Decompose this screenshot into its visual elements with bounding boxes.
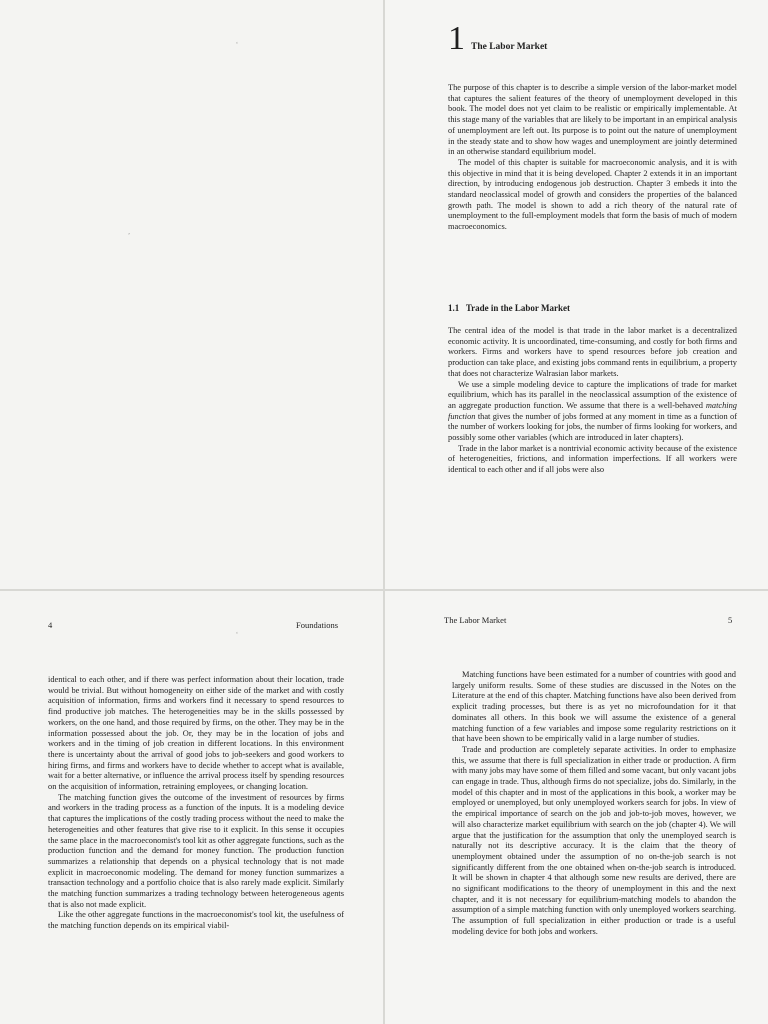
page-body bbox=[452, 670, 736, 938]
bottom-left-page bbox=[0, 590, 384, 1024]
body-paragraph: identical to each other, and if there was perfect information about their location, trade would be trivial. But without homogeneity on either side of the market and with costly acquisition of information, firms and workers find it necessary to spend resources to find productive job matches. The heterogeneities may be in the skills possessed by workers, on the one hand, and those required by firms, on the other. They may be in the information possessed about the job. Or, they may be in the location of jobs and workers and in the timing of job creation in different locations. In this environment there is uncertainty about the arrival of good jobs to job-seekers and good workers to hiring firms, and firms and workers have to decide whether to accept what is available, wait for a better alternative, or influence the arrival process itself by spending resources on the acquisition of information, retraining employees, or changing location. bbox=[48, 675, 344, 792]
vertical-divider bbox=[383, 0, 385, 1024]
paragraph-text: We use a simple modeling device to capture the implications of trade for market equilibrium, which has its parallel in the neoclassical assumption of the existence of an aggregate production function. We assume that there is a well-behaved bbox=[448, 379, 737, 410]
top-left-page bbox=[0, 0, 384, 590]
page-number: 5 bbox=[728, 615, 733, 625]
section-body bbox=[448, 326, 737, 476]
body-paragraph: Trade and production are completely separate activities. In order to emphasize this, we assume that there is full specialization in either trade or production. A firm with many jobs may have some of them filled and some vacant, but only vacant jobs can engage in trade. Thus, although firms do not specialize, jobs do. Similarly, in the model of this chapter and in most of the applications in this book, a worker may be employed or unemployed, but only unemployed workers search for jobs. In view of the empirical importance of search on the job and job-to-job moves, however, we will also characterize market equilibrium with search on the job (chapter 4). We will argue that the justification for the assumption that only the unemployed search is naturally not its descriptive accuracy. It is the claim that the theory of unemployment obtained under the assumption of no on-the-job search is not significantly different from the one obtained when on-the-job search is introduced. It will be shown in chapter 4 that although some new results are derived, there are no significant modifications to the theory of unemployment in this and the next chapter, and it is not necessary for equilibrium-matching models to abandon the assumption of a simple matching function with only unemployed workers searching. The assumption of full specialization in either production or trade is a useful modeling device for both jobs and workers. bbox=[452, 744, 736, 936]
body-paragraph: Like the other aggregate functions in the macroeconomist's tool kit, the usefulness of the matching function depends on its empirical viabil- bbox=[48, 910, 344, 931]
scan-speck: ’ bbox=[128, 233, 130, 239]
running-head: Foundations bbox=[296, 620, 339, 630]
body-paragraph: The matching function gives the outcome of the investment of resources by firms and workers in the trading process as a function of the inputs. It is a modeling device that captures the implications of the costly trading process without the need to make the heterogeneities and other features that give rise to it explicit. In this sense it occupies the same place in the macroeconomist's tool kit as other aggregate functions, such as the production function and the demand for money function. The production function summarizes a relationship that depends on a physical technology that is not made explicit in macroeconomic modeling. The demand for money function summarizes a transaction technology and a portfolio choice that is also rarely made explicit. Similarly the matching function summarizes a trading technology between heterogeneous agents that is also not made explicit. bbox=[48, 792, 344, 909]
intro-paragraph: The purpose of this chapter is to describe a simple version of the labor-market model that captures the salient features of the theory of unemployment developed in this book. The model does not yet claim to be realistic or empirically implementable. At this stage many of the variables that are likely to be important in an empirical analysis of unemployment are left out. Its purpose is to point out the nature of unemployment in the steady state and to show how wages and unemployment are jointly determined in an otherwise standard equilibrium model. bbox=[448, 83, 737, 157]
section-title: Trade in the Labor Market bbox=[465, 303, 571, 313]
horizontal-divider bbox=[0, 589, 768, 591]
chapter-heading bbox=[448, 22, 547, 56]
bottom-right-page bbox=[384, 590, 768, 1024]
section-paragraph bbox=[448, 380, 737, 444]
section-number: 1.1 bbox=[448, 303, 460, 313]
section-paragraph: Trade in the labor market is a nontrivial economic activity because of the existence of heterogeneities, frictions, and information imperfections. If all workers were identical to each other and if all jobs were also bbox=[448, 443, 737, 475]
running-head: The Labor Market bbox=[444, 615, 507, 625]
page-body bbox=[48, 675, 344, 932]
chapter-title: The Labor Market bbox=[471, 42, 548, 52]
section-heading bbox=[448, 303, 570, 313]
paragraph-text: that gives the number of jobs formed at any moment in time as a function of the number of workers looking for jobs, the number of firms looking for workers, and possibly some other variables (which are introduced in later chapters). bbox=[448, 411, 737, 443]
emphasis-term: matching function bbox=[448, 400, 737, 421]
chapter-body bbox=[448, 83, 737, 233]
section-paragraph: The central idea of the model is that trade in the labor market is a decentralized economic activity. It is uncoordinated, time-consuming, and costly for both firms and workers. Firms and workers have to spend resources before job creation and production can take place, and existing jobs command rents in equilibrium, a property that does not characterize Walrasian labor markets. bbox=[448, 326, 737, 378]
chapter-number: 1 bbox=[448, 20, 465, 57]
page-number: 4 bbox=[48, 620, 53, 630]
top-right-page bbox=[384, 0, 768, 590]
scan-speck: ‘ bbox=[236, 632, 238, 638]
body-paragraph: Matching functions have been estimated for a number of countries with good and largely uniform results. Some of these studies are discussed in the Notes on the Literature at the end of this chapter. Matching functions have also been derived from explicit trading processes, but there is as yet no microfoundation for it that dominates all others. In this book we will assume the existence of a general matching function of a few variables and impose some regularity restrictions on it that have been shown to be empirically valid in a large number of studies. bbox=[452, 670, 736, 744]
intro-paragraph: The model of this chapter is suitable for macroeconomic analysis, and it is with this objective in mind that it is being developed. Chapter 2 extends it in an important direction, by introducing endogenous job destruction. Chapter 3 embeds it into the standard neoclassical model of growth and considers the properties of the balanced growth path. The model is shown to add a rich theory of the natural rate of unemployment to the full-employment models that form the basis of much of modern macroeconomics. bbox=[448, 157, 737, 232]
scan-speck: ‘ bbox=[236, 42, 238, 48]
